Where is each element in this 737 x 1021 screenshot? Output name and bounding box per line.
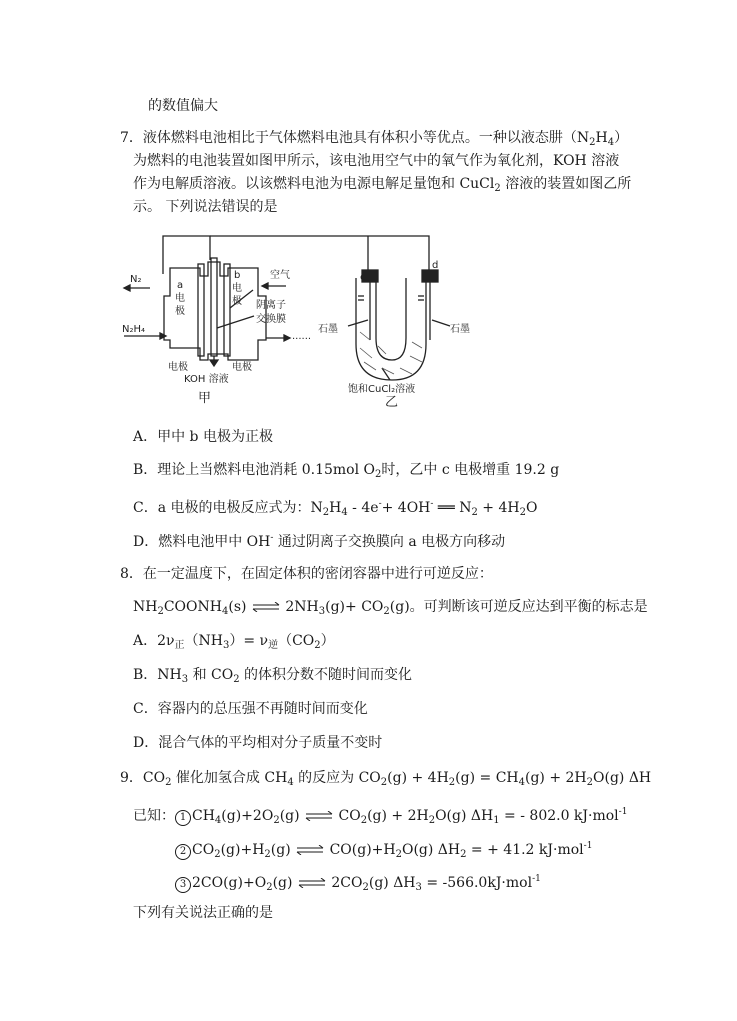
q8-option-c: C．容器内的总压强不再随时间而变化: [133, 701, 368, 717]
circled-number-1: 1: [175, 810, 191, 826]
q8-option-b: B．$NH_3$ 和 $CO_2$ 的体积分数不随时间而变化: [133, 667, 413, 685]
equilibrium-arrow-icon: [304, 811, 334, 821]
q8-option-d: D．混合气体的平均相对分子质量不变时: [133, 735, 383, 751]
q7-option-c: C．a 电极的电极反应式为：$N_2H_4 - 4e^-+ 4OH^-$ ══ $N_2 + 4H_2O$: [133, 499, 538, 518]
label-electrode-left: 电极: [168, 362, 188, 373]
q7-line2: 为燃料的电池装置如图甲所示，该电池用空气中的氧气作为氧化剂，KOH 溶液: [133, 153, 620, 169]
q7-option-d: D．燃料电池甲中 OH- 通过阴离子交换膜向 a 电极方向移动: [133, 533, 506, 550]
label-b-electrode-3: 极: [232, 296, 242, 307]
label-a-electrode-1: a: [177, 280, 184, 291]
label-graphite-right: 石墨: [450, 324, 470, 335]
circled-number-2: 2: [175, 844, 191, 860]
equilibrium-arrow-icon: [295, 845, 325, 855]
q7-option-b: B．理论上当燃料电池消耗 0.15mol $O_2$时，乙中 c 电极增重 19.2 g: [133, 462, 560, 480]
q7-option-a: A．甲中 b 电极为正极: [133, 429, 273, 445]
q8-option-a: A．$2\nu_正(NH_3)= \nu_逆(CO_2)$: [133, 633, 335, 651]
q9-reaction-3: 3 $2CO(g)+O_2(g)$ $2CO_2(g) \Delta H_3 = -566.0kJ\cdot mol^{-1}$: [175, 869, 541, 898]
label-air: 空气: [270, 270, 290, 281]
label-dots: ······: [292, 334, 312, 345]
q8-line1: 8．在一定温度下，在固定体积的密闭容器中进行可逆反应：: [120, 566, 493, 582]
q7-line3: 作为电解质溶液。以该燃料电池为电源电解足量饱和 CuCl$_2$ 溶液的装置如图乙所: [133, 176, 632, 194]
q9-line1: 9．$CO_2$ 催化加氢合成 $CH_4$ 的反应为 $CO_2(g) + 4H_2(g) = CH_4(g) + 2H_2O(g)$ ΔH: [120, 770, 652, 788]
circled-number-3: 3: [175, 877, 191, 893]
q9-question: 下列有关说法正确的是: [133, 905, 273, 921]
q9-reaction-2: 2 $CO_2(g)+H_2(g)$ $CO(g)+H_2O(g) \Delta H_2$ = + 41.2 kJ·mol$^{-1}$: [175, 836, 592, 865]
q7-line1: 7．液体燃料电池相比于气体燃料电池具有体积小等优点。一种以液态肼$(N_2H_4)$: [120, 130, 629, 148]
label-a-electrode-3: 极: [175, 306, 185, 317]
label-b-electrode-2: 电: [232, 283, 242, 294]
apparatus-figure: [120, 228, 480, 408]
label-d: d: [432, 260, 439, 271]
label-n2h4: N₂H₄: [122, 324, 146, 335]
label-electrode-right: 电极: [232, 362, 252, 373]
q7-line4: 示。 下列说法错误的是: [133, 199, 278, 215]
label-jia: 甲: [198, 391, 212, 406]
label-n2: N₂: [130, 274, 142, 285]
lead-text: 的数值偏大: [148, 98, 218, 114]
q8-line2: $NH_2COONH_4(s)$ $2NH_3(g)+ CO_2(g)$。可判断该可逆反应达到平衡的标志是: [133, 599, 648, 617]
label-koh: KOH 溶液: [184, 374, 229, 385]
equilibrium-arrow-icon: [251, 602, 281, 612]
label-a-electrode-2: 电: [175, 293, 185, 304]
label-b-electrode-1: b: [234, 270, 241, 281]
label-yi: 乙: [385, 395, 399, 408]
label-membrane-2: 交换膜: [256, 314, 286, 325]
label-graphite-left: 石墨: [318, 324, 338, 335]
equilibrium-arrow-icon: [297, 878, 327, 888]
q9-reaction-1: 已知： 1 $CH_4(g)+2O_2(g) CO_2(g) + 2H_2O(g) \Delta H_1$ = - 802.0 kJ·mol$^{-1}$: [133, 807, 628, 826]
label-c: c: [360, 272, 366, 283]
label-cucl2: 饱和CuCl₂溶液: [348, 384, 416, 395]
label-membrane-1: 阴离子: [256, 300, 286, 311]
